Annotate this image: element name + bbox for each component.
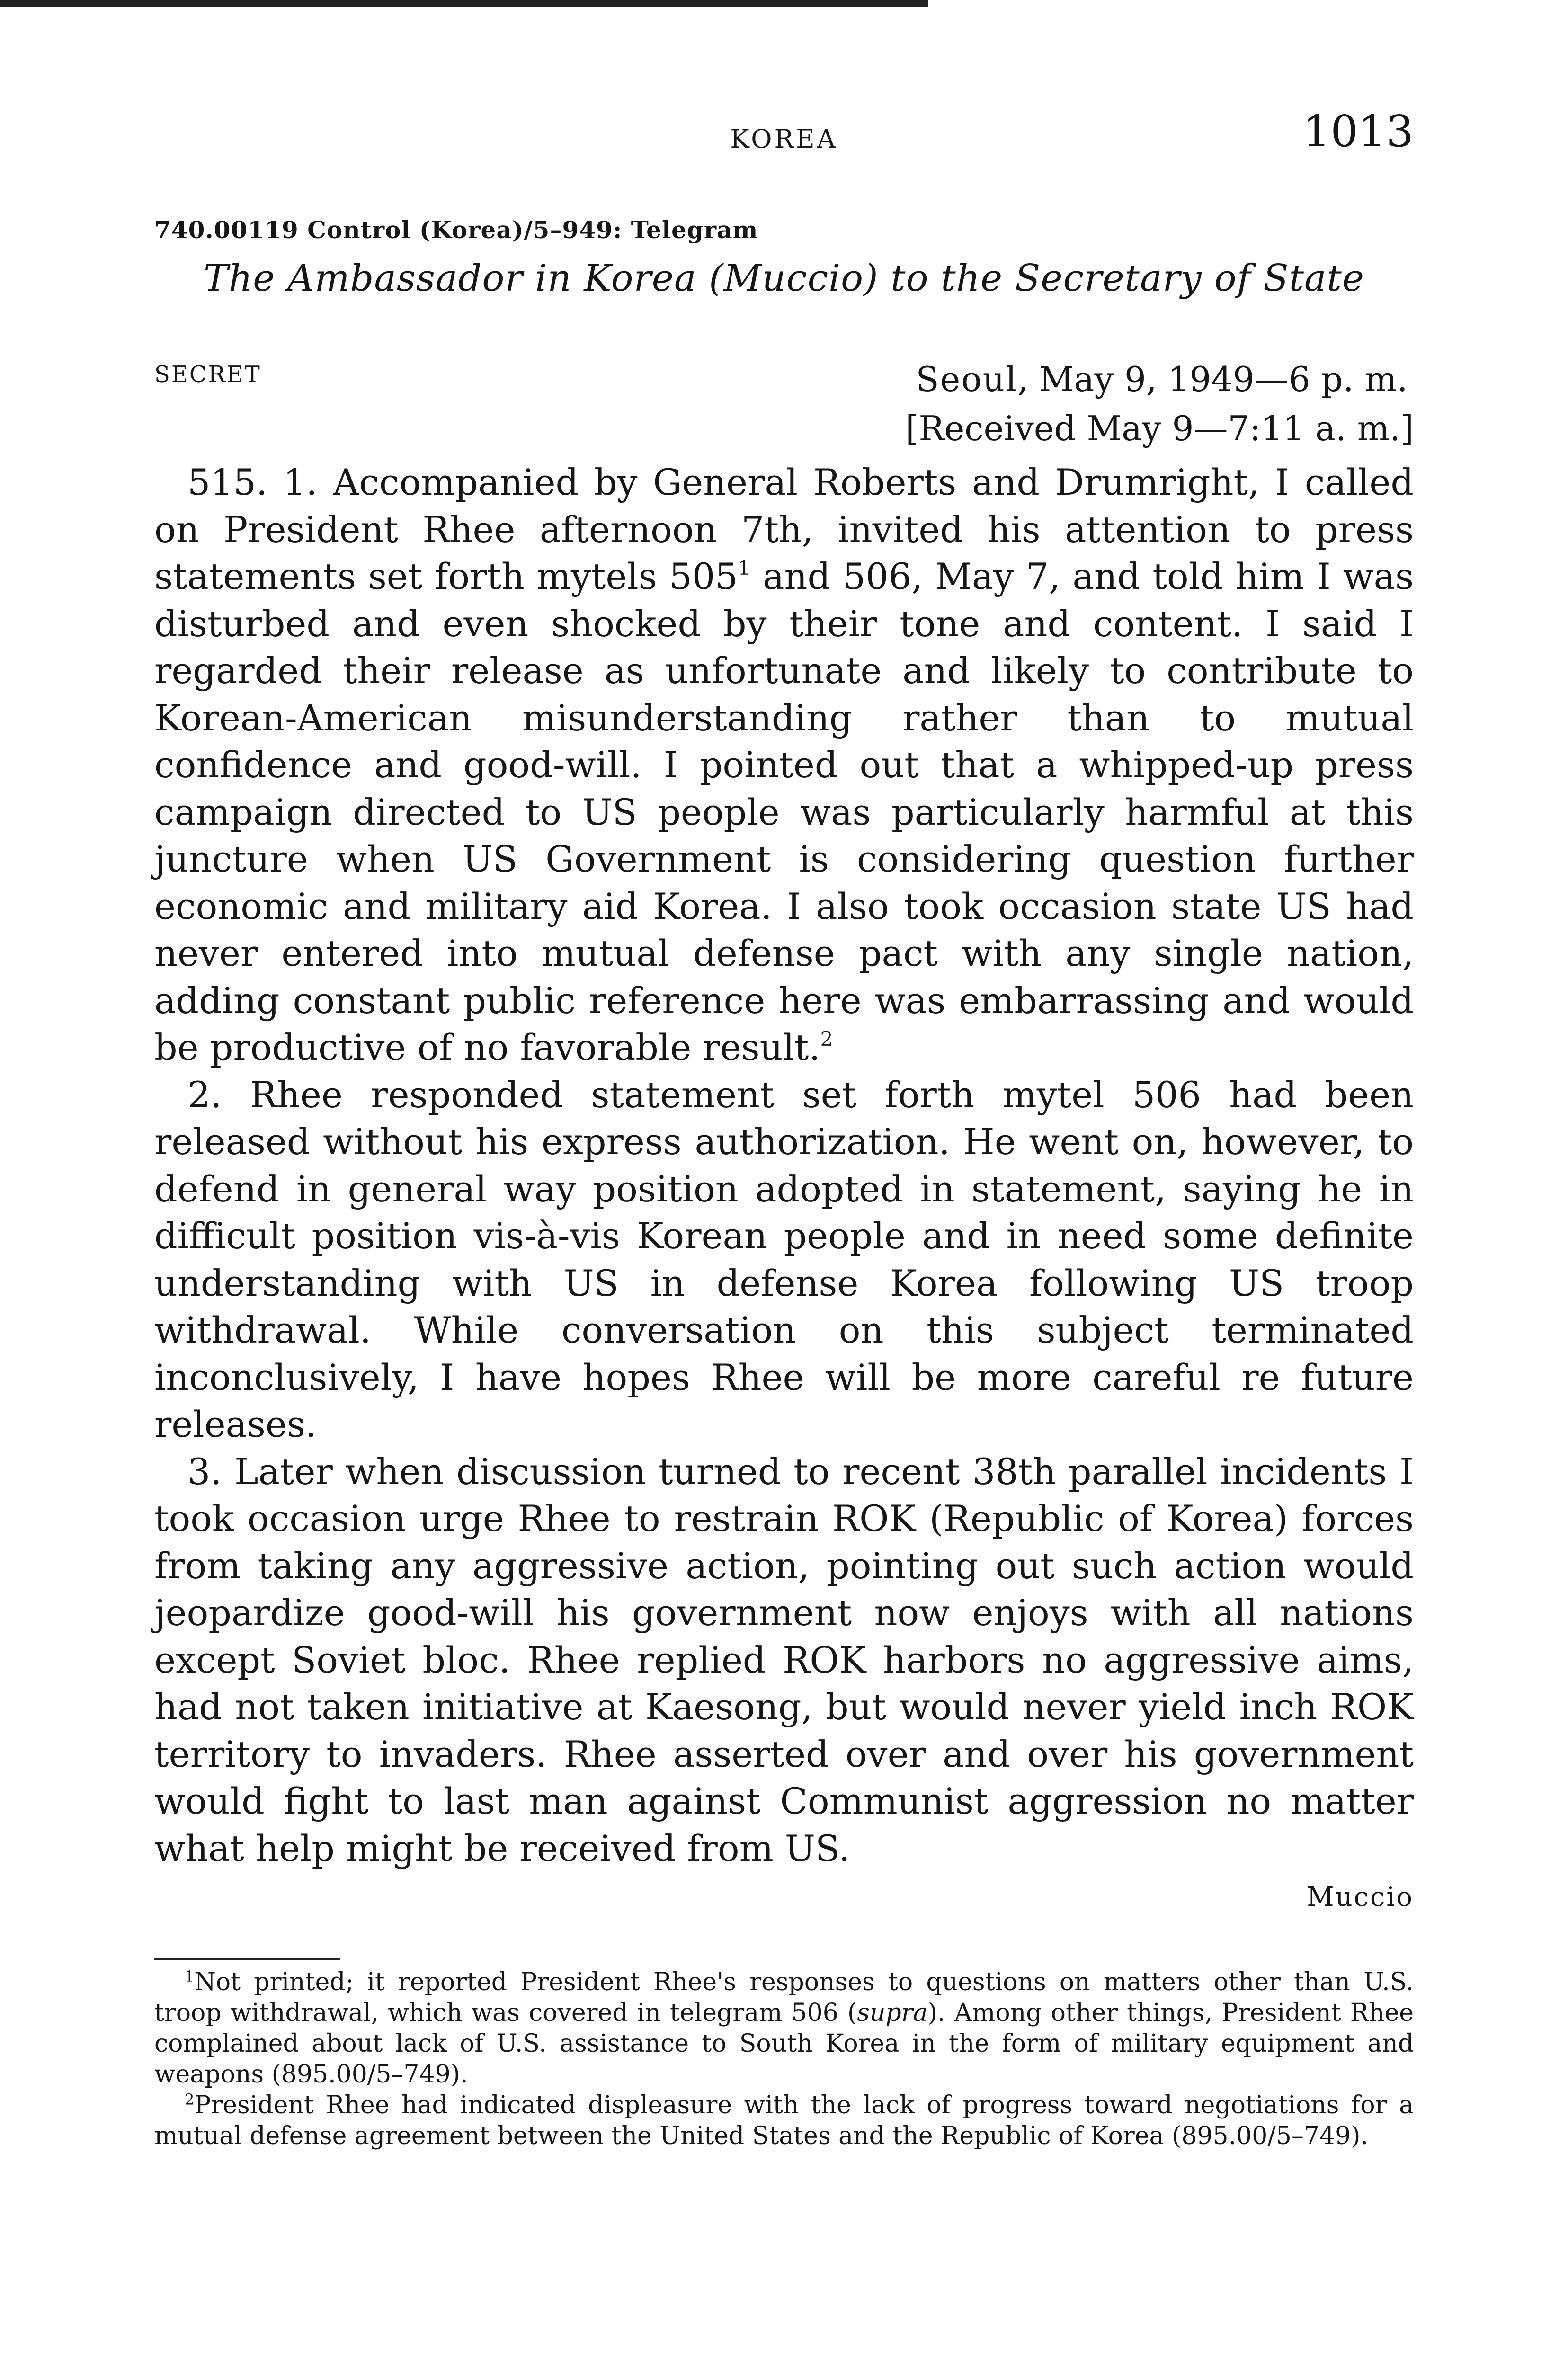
page-number: 1013: [1302, 106, 1414, 157]
dateline-sent-time: , May 9, 1949—6 p. m.: [1017, 359, 1408, 399]
document-heading: The Ambassador in Korea (Muccio) to the Secretary of State: [203, 257, 1365, 300]
telegram-body: [154, 459, 1414, 1872]
paragraph-3: 3. Later when discussion turned to recent 38th parallel incidents I took occasion urge Rhee to restrain ROK (Republic of Korea) forces from taking any aggressive action, pointing out such action would jeopardize good-will his government now enjoys with all nations except Soviet bloc. Rhee replied ROK harbors no aggressive aims, had not taken initiative at Kaesong, but would never yield inch ROK territory to invaders. Rhee asserted over and over his government would fight to last man against Communist aggression no matter what help might be received from US.: [154, 1450, 1414, 1869]
signature-name: Muccio: [1307, 1882, 1414, 1913]
footnote-1-italic: supra: [857, 1999, 928, 2027]
file-reference: 740.00119 Control (Korea)/5–949: Telegram: [154, 216, 758, 244]
telegram-header: [154, 361, 1414, 456]
footnote-1-text-a: Not printed; it reported President Rhee's responses to questions on matters other than U.S. troop withdrawal, which was covered in telegram 506 (: [154, 1968, 1414, 2027]
top-edge-rule: [0, 0, 928, 7]
dateline-received: [Received May 9—7:11 a. m.]: [905, 409, 1414, 448]
footnote-1-text-b: ). Among other things, President Rhee complained about lack of U.S. assistance to South Korea in the form of military equipment and weapons (895.00/5–749).: [154, 1999, 1414, 2089]
footnote-1: [154, 1967, 1414, 2090]
footnote-2-marker: 2: [185, 2091, 195, 2109]
paragraph-1-text-a: 515. 1. Accompanied by General Roberts and Drumright, I called on President Rhee afternoon 7th, invited his attention to press statements set forth mytels 505: [154, 461, 1414, 597]
footnote-2-text: President Rhee had indicated displeasure with the lack of progress toward negotiations for a mutual defense agreement between the United States and the Republic of Korea (895.00/5–749).: [154, 2091, 1414, 2150]
dateline-place: Seoul: [916, 359, 1018, 399]
running-head: [154, 80, 1414, 157]
footnote-2: [154, 2090, 1414, 2152]
paragraph-2: 2. Rhee responded statement set forth mytel 506 had been released without his express authorization. He went on, however, to defend in general way position adopted in statement, saying he in difficult position vis-à-vis Korean people and in need some definite understanding with US in defense Korea following US troop withdrawal. While conversation on this subject terminated inconclusively, I have hopes Rhee will be more careful re future releases.: [154, 1073, 1414, 1445]
paragraph-1: [154, 459, 1414, 1071]
footnote-ref-1: 1: [738, 556, 751, 579]
footnotes: [154, 1967, 1414, 2152]
signature: [154, 1878, 1414, 1913]
section-title: KOREA: [730, 124, 838, 154]
dateline: [905, 355, 1414, 453]
footnote-ref-2: 2: [820, 1027, 833, 1050]
document-page: [154, 80, 1414, 2152]
dateline-sent: [916, 355, 1414, 404]
footnote-divider: [154, 1958, 340, 1960]
footnote-1-marker: 1: [185, 1967, 195, 1985]
paragraph-1-text-b: and 506, May 7, and told him I was disturbed and even shocked by their tone and content. I said I regarded their release as unfortunate and likely to contribute to Korean-American misunderstanding rather than to mutual confidence and good-will. I pointed out that a whipped-up press campaign directed to US people was particularly harmful at this juncture when US Government is considering question further economic and military aid Korea. I also took occasion state US had never entered into mutual defense pact with any single nation, adding constant public reference here was embarrassing and would be productive of no favorable result.: [154, 555, 1414, 1068]
classification-label: SECRET: [154, 361, 261, 388]
